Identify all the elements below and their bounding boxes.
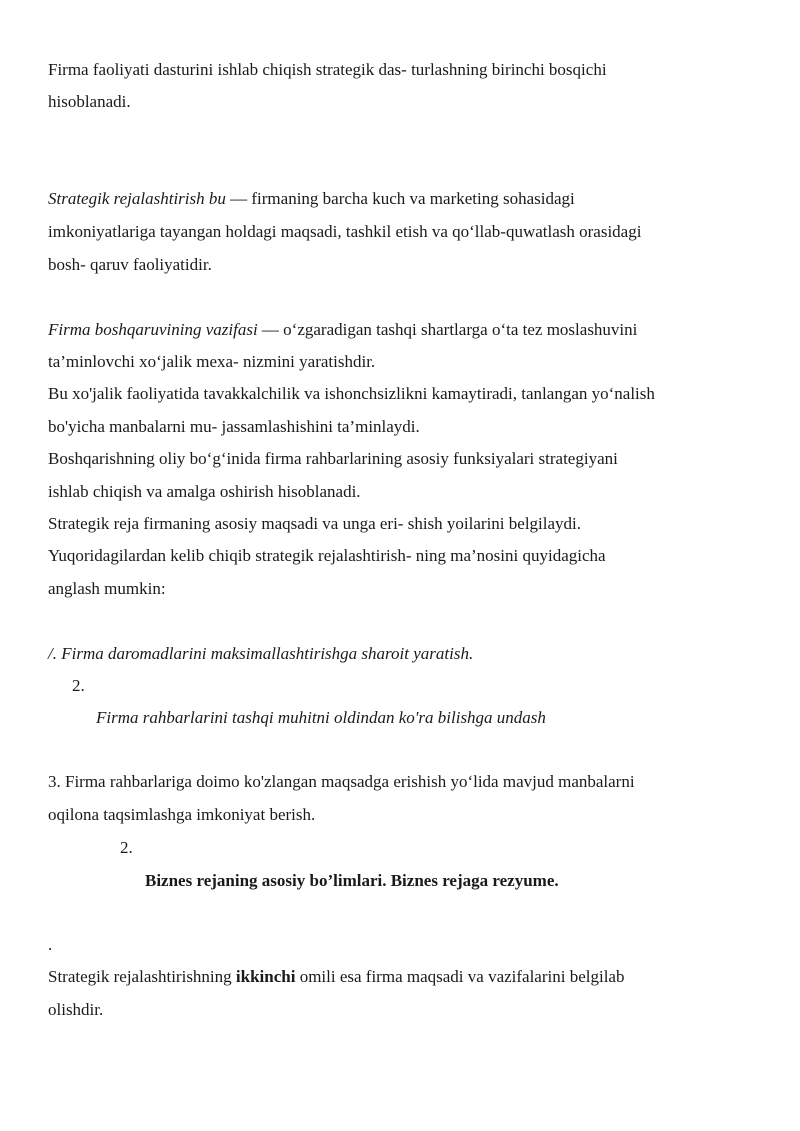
list-item-3-line-1: 3. Firma rahbarlariga doimo ko'zlangan maqsadga erishish yo‘lida mavjud manbalarni [48,772,635,791]
paragraph-4-before: Strategik rejalashtirishning [48,967,236,986]
list-item-3-line-2: oqilona taqsimlashga imkoniyat berish. [48,805,316,824]
paragraph-4-line-1 [48,966,624,988]
paragraph-4-after: omili esa firma maqsadi va vazifalarini belgilab [295,967,625,986]
paragraph-3-line-5: Boshqarishning oliy bo‘g‘inida firma rahbarlarining asosiy funksiyalari strategiyani [48,449,618,468]
paragraph-3-line-1 [48,319,637,341]
paragraph-2-line-3: bosh- qaruv faoliyatidir. [48,255,212,274]
paragraph-3-line-2: ta’minlovchi xo‘jalik mexa- nizmini yaratishdir. [48,352,376,371]
section-heading: Biznes rejaning asosiy bo’limlari. Biznes rejaga rezyume. [145,871,559,890]
list-item-2-number: 2. [72,676,85,695]
paragraph-3-line-7: Strategik reja firmaning asosiy maqsadi va unga eri- shish yoilarini belgilaydi. [48,514,582,533]
section-number: 2. [120,838,133,857]
paragraph-1-line-2: hisoblanadi. [48,92,131,111]
paragraph-3-line-6: ishlab chiqish va amalga oshirish hisoblanadi. [48,482,361,501]
paragraph-4-line-2: olishdir. [48,1000,104,1019]
paragraph-2-line-1-rest: — firmaning barcha kuch va marketing sohasidagi [225,189,575,208]
list-item-1: /. Firma daromadlarini maksimallashtirishga sharoit yaratish. [48,644,474,663]
term-firma-boshqaruvi: Firma boshqaruvining vazifasi [48,320,258,339]
paragraph-3-line-1-rest: — o‘zgaradigan tashqi shartlarga o‘ta tez moslashuvini [257,320,638,339]
paragraph-3-line-9: anglash mumkin: [48,579,166,598]
paragraph-1-line-1: Firma faoliyati dasturini ishlab chiqish strategik das- turlashning birinchi bosqichi [48,60,607,79]
paragraph-4-bold-word: ikkinchi [235,967,296,986]
paragraph-3-line-3: Bu xo'jalik faoliyatida tavakkalchilik va ishonchsizlikni kamaytiradi, tanlangan yo‘nalish [48,384,655,403]
list-item-2-text: Firma rahbarlarini tashqi muhitni oldindan ko'ra bilishga undash [96,708,546,727]
paragraph-3-line-8: Yuqoridagilardan kelib chiqib strategik rejalashtirish- ning ma’nosini quyidagicha [48,546,606,565]
stray-dot: . [48,935,53,954]
paragraph-2-line-2: imkoniyatlariga tayangan holdagi maqsadi, tashkil etish va qo‘llab-quwatlash orasidagi [48,222,642,241]
paragraph-3-line-4: bo'yicha manbalarni mu- jassamlashishini ta’minlaydi. [48,417,420,436]
paragraph-2-line-1 [48,188,575,210]
term-strategik-rejalashtirish: Strategik rejalashtirish bu [48,189,226,208]
